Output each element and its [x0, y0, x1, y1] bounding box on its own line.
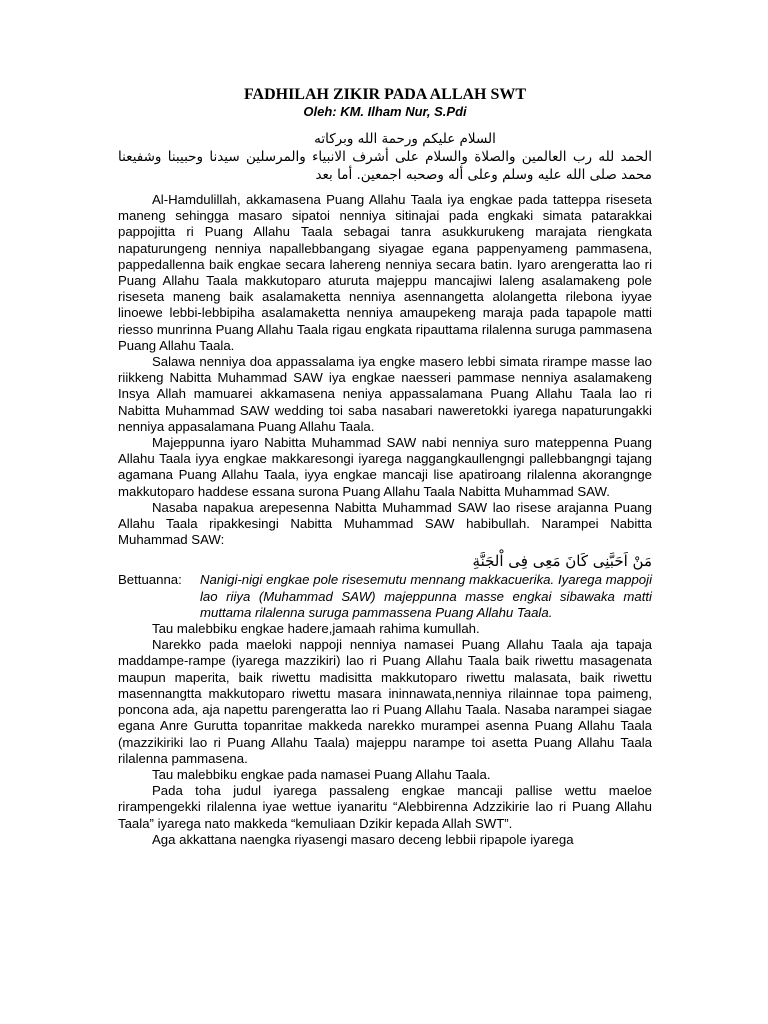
page-title: FADHILAH ZIKIR PADA ALLAH SWT: [243, 86, 527, 103]
meaning-text: Nanigi-nigi engkae pole risesemutu mennang makkacuerika. Iyarega mappoji lao riiya (Muhammad SAW) majeppunna masse engkai sibawaka matti muttama rilalenna suruga pammassena Puang Allahu Taala.: [200, 572, 652, 620]
meaning-label: Bettuanna:: [118, 572, 182, 588]
arabic-opening-praise: الحمد لله رب العالمين والصلاة والسلام على أشرف الانبياء والمرسلين سيدنا وحبيبنا وشفيعنا محمد صلى الله عليه وسلم وعلى أله وصحبه اجمعين. أما بعد: [118, 149, 652, 183]
paragraph: Narekko pada maeloki nappoji nenniya namasei Puang Allahu Taala aja tapaja maddampe-rampe (iyarega mazzikiri) lao ri Puang Allahu Taala baik riwettu masagenata maupun maperita, baik riwettu madisitta makkutoparo riwettu malasata, baik riwettu masennangtta makkutoparo riwettu masara ininnawata,nenniya rilainnae topa paimeng, poncona ada, aja napettu parengeratta lao ri Puang Allahu Taala. Nasaba narampei siagae egana Anre Gurutta topanritae makkeda narekko murampei asenna Puang Allahu Taala (mazzikiriki lao ri Puang Allahu Taala) majeppu narampe toi asetta Puang Allahu Taala rilalenna pammasena.: [118, 637, 652, 766]
paragraph: Nasaba napakua arepesenna Nabitta Muhammad SAW lao risese arajanna Puang Allahu Taala ripakkesingi Nabitta Muhammad SAW habibullah. Narampei Nabitta Muhammad SAW:: [118, 499, 652, 548]
paragraph: Aga akkattana naengka riyasengi masaro deceng lebbii ripapole iyarega: [152, 831, 574, 847]
author-line: Oleh: KM. Ilham Nur, S.Pdi: [303, 104, 467, 119]
paragraph: Al-Hamdulillah, akkamasena Puang Allahu Taala iya engkae pada tatteppa riseseta maneng sehingga masaro sipatoi nenniya sitinajai pada engkaki simata patarakkai pappojitta ri Puang Allahu Taala sebagai tanra asukkurukeng marajata riengkata napaturungeng nenniya napallebbangang siyagae egana pappenyameng pammasena, pappedallenna baik engkae secara lahereng nenniya secara batin. Iyaro arengeratta lao ri Puang Allahu Taala makkutoparo aturuta majeppu mancajiwi laleng asalamakeng pole riseseta maneng baik asalamaketta nenniya asennangetta alolangetta rilebona iyyae linoewe lebbi-lebbipiha asalamaketta nenniya amaupekeng maraja pada tapapole matti riesso munrinna Puang Allahu Taala rigau engkata ripauttama rilalenna suruga pammasena Puang Allahu Taala.: [118, 192, 652, 353]
hadith-meaning: [118, 572, 652, 621]
paragraph: Pada toha judul iyarega passaleng engkae mancaji pallise wettu maeloe rirampengekki rilalenna iyae wettue iyanaritu “Alebbirenna Adzzikirie lao ri Puang Allahu Taala” iyarega nato makkeda “kemuliaan Dzikir kepada Allah SWT”.: [118, 783, 652, 831]
paragraph: Tau malebbiku engkae pada namasei Puang Allahu Taala.: [152, 766, 491, 782]
arabic-greeting: السلام عليكم ورحمة الله وبركاته: [314, 131, 496, 147]
hadith-arabic: مَنْ اَحَبَّنِى كَانَ مَعِى فِى اْلجَنَّةِ: [472, 552, 652, 571]
paragraph: Tau malebbiku engkae hadere,jamaah rahima kumullah.: [152, 621, 480, 637]
paragraph: Majeppunna iyaro Nabitta Muhammad SAW nabi nenniya suro mateppenna Puang Allahu Taala iyya engkae makkaresongi iyarega naggangkaullengngi pallebbangngi tajang agamana Puang Allahu Taala, iyya engkae mancaji lise apatiroang rilalenna akorangnge makkutoparo haddese essana surona Puang Allahu Taala Nabitta Muhammad SAW.: [118, 435, 652, 499]
paragraph: Salawa nenniya doa appassalama iya engke masero lebbi simata rirampe masse lao riikkeng Nabitta Muhammad SAW iya engkae naesseri pammase nenniya asalamakeng Insya Allah mamuarei akkamasena neniya appassalamana Puang Allahu Taala lao ri Nabitta Muhammad SAW wedding toi saba nasabari naweretokki iyarega napaturungakki nenniya appasalamana Puang Allahu Taala.: [118, 354, 652, 434]
body-text: [118, 192, 652, 848]
